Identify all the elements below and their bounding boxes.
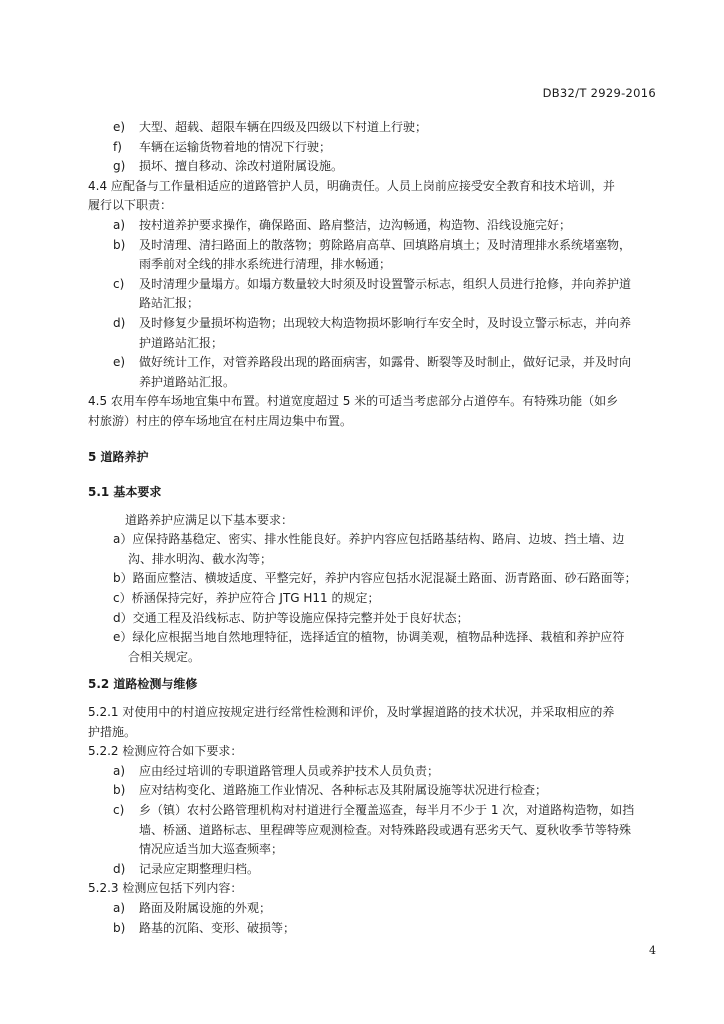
page-number: 4 xyxy=(649,944,656,957)
list-text: 记录应定期整理归档。 xyxy=(139,861,260,876)
list-text: 及时清理少量塌方。如塌方数量较大时须及时设置警示标志，组织人员进行抢修，并向养护道 xyxy=(139,276,632,291)
list-item: e）绿化应根据当地自然地理特征，选择适宜的植物，协调美观，植物品种选择、栽植和养护应符 xyxy=(113,630,625,645)
list-item xyxy=(88,919,658,939)
list-text: 路面及附属设施的外观； xyxy=(139,900,272,915)
list-item: d）交通工程及沿线标志、防护等设施应保持完整并处于良好状态； xyxy=(113,610,469,625)
list-item xyxy=(88,275,658,295)
list-text: 做好统计工作，对管养路段出现的路面病害，如露骨、断裂等及时制止，做好记录，并及时向 xyxy=(139,355,632,370)
list-text: 应由经过培训的专职道路管理人员或养护技术人员负责； xyxy=(139,763,440,778)
list-marker: e) xyxy=(113,355,126,370)
list-item: a）应保持路基稳定、密实、排水性能良好。养护内容应包括路基结构、路肩、边坡、挡土墙、边 xyxy=(113,532,625,547)
list-item xyxy=(88,236,658,256)
list-item-continuation: 情况应适当加大巡查频率； xyxy=(139,842,284,857)
list-item-continuation: 雨季前对全线的排水系统进行清理，排水畅通； xyxy=(139,257,392,272)
list-marker: c) xyxy=(113,276,125,291)
page-content xyxy=(88,118,658,938)
list-item-continuation: 护道路站汇报； xyxy=(139,335,224,350)
list-text: 按村道养护要求操作，确保路面、路肩整洁，边沟畅通，构造物、沿线设施完好； xyxy=(139,217,572,232)
list-marker: d) xyxy=(113,861,126,876)
clause-4-4: 4.4 应配备与工作量相适应的道路管护人员，明确责任。人员上岗前应接受安全教育和技术培训，并 xyxy=(88,178,615,193)
list-item-continuation: 沟、排水明沟、截水沟等； xyxy=(128,551,273,566)
list-item: c）桥涵保持完好，养护应符合 JTG H11 的规定； xyxy=(113,591,380,606)
clause-5-2-2: 5.2.2 检测应符合如下要求： xyxy=(88,744,243,759)
list-marker: a) xyxy=(113,763,126,778)
list-item xyxy=(88,157,658,177)
list-marker: e) xyxy=(113,120,126,134)
clause-4-5-continuation: 村旅游）村庄的停车场地宜在村庄周边集中布置。 xyxy=(88,413,353,428)
clause-4-5: 4.5 农用车停车场地宜集中布置。村道宽度超过 5 米的可适当考虑部分占道停车。有特殊功能（如乡 xyxy=(88,394,619,409)
clause-5-2-1-continuation: 护措施。 xyxy=(88,724,137,739)
list-marker: f) xyxy=(113,139,122,154)
list-item xyxy=(88,353,658,373)
list-marker: c) xyxy=(113,803,125,817)
list-marker: b) xyxy=(113,783,126,798)
clause-5-2-3: 5.2.3 检测应包括下列内容： xyxy=(88,881,243,896)
list-item-continuation: 路站汇报； xyxy=(139,296,200,311)
list-text: 车辆在运输货物着地的情况下行驶； xyxy=(139,139,332,154)
list-item xyxy=(88,860,658,880)
list-item: b）路面应整洁、横坡适度、平整完好，养护内容应包括水泥混凝土路面、沥青路面、砂石路面等； xyxy=(113,571,637,586)
list-item-continuation: 合相关规定。 xyxy=(128,649,201,664)
list-text: 及时清理、清扫路面上的散落物；剪除路肩高草、回填路肩填土；及时清理排水系统堵塞物， xyxy=(139,237,632,252)
list-item xyxy=(88,801,658,821)
list-item xyxy=(88,118,658,138)
list-item xyxy=(88,138,658,158)
list-text: 及时修复少量损坏构造物；出现较大构造物损坏影响行车安全时，及时设立警示标志，并向养 xyxy=(139,315,632,330)
list-item-continuation: 养护道路站汇报。 xyxy=(139,374,236,389)
list-text: 大型、超载、超限车辆在四级及四级以下村道上行驶； xyxy=(139,120,428,134)
clause-4-4-continuation: 履行以下职责： xyxy=(88,198,173,213)
list-marker: a) xyxy=(113,900,126,915)
list-text: 损坏、擅自移动、涂改村道附属设施。 xyxy=(139,159,344,174)
list-item xyxy=(88,781,658,801)
list-item xyxy=(88,314,658,334)
list-text: 路基的沉陷、变形、破损等； xyxy=(139,920,296,935)
list-item-continuation: 墙、桥涵、道路标志、里程碑等应观测检查。对特殊路段或遇有恶劣天气、夏秋收季节等特殊 xyxy=(139,822,632,837)
list-marker: b) xyxy=(113,237,126,252)
section-heading-5-2: 5.2 道路检测与维修 xyxy=(88,677,198,692)
list-marker: g) xyxy=(113,159,126,174)
list-marker: d) xyxy=(113,315,126,330)
list-item xyxy=(88,216,658,236)
list-text: 乡（镇）农村公路管理机构对村道进行全覆盖巡查，每半月不少于 1 次，对道路构造物，如挡 xyxy=(139,803,635,817)
list-item xyxy=(88,899,658,919)
list-marker: a) xyxy=(113,217,126,232)
list-marker: b) xyxy=(113,920,126,935)
list-item xyxy=(88,762,658,782)
section-heading-5: 5 道路养护 xyxy=(88,449,149,464)
document-code: DB32/T 2929-2016 xyxy=(542,86,656,100)
paragraph: 道路养护应满足以下基本要求： xyxy=(125,512,294,527)
section-heading-5-1: 5.1 基本要求 xyxy=(88,485,162,500)
list-text: 应对结构变化、道路施工作业情况、各种标志及其附属设施等状况进行检查； xyxy=(139,783,548,798)
clause-5-2-1: 5.2.1 对使用中的村道应按规定进行经常性检测和评价，及时掌握道路的技术状况，并采取相应的养 xyxy=(88,705,615,720)
